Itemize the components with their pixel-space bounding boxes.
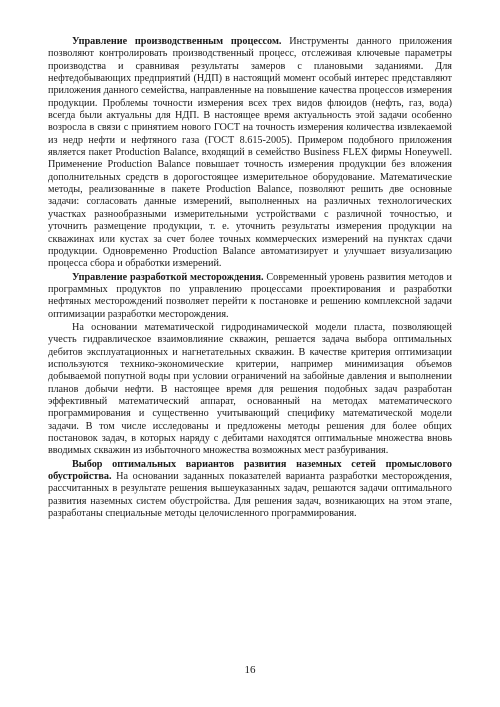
- paragraph-production-management: [48, 36, 452, 271]
- page-number: 16: [244, 664, 256, 676]
- paragraph-body: Современный уровень развития методов и программных продуктов по управлению процессами проектирования и разработки нефтяных месторождений позволяет перейти к постановке и решению комплексной задачи оптимизации разработки месторождения.: [48, 271, 452, 320]
- paragraph-surface-networks: [48, 459, 452, 521]
- paragraph-body: Инструменты данного приложения позволяют контролировать производственный процесс, отслеживая ключевые параметры производства и сравнивая результаты замеров с плановыми заданиями. Для нефтедобывающих предприятий (НДП) в настоящий момент особый интерес представляют приложения данного семейства, направленные на повышение качества процессов измерения продукции. Проблемы точности измерения всех трех видов флюидов (нефть, газ, вода) всегда были актуальны для НДП. В настоящее время актуальность этой задачи особенно возросла в связи с принятием нового ГОСТ на точность измерения количества извлекаемой из недр нефти и нефтяного газа (ГОСТ 8.615-2005). Примером подобного приложения является пакет Production Balance, входящий в семейство Business FLEX фирмы Honeywell. Применение Production Balance повышает точность измерения продукции без вложения дополнительных средств в дорогостоящее измерительное оборудование. Математические методы, реализованные в пакете Production Balance, позволяют решить две основные задачи: согласовать данные измерений, выполненных на различных технологических участках разнообразными измерительными устройствами с различной точностью, и уточнить размещение продукции, т. е. уточнить результаты измерения продукции на скважинах или кустах за счет более точных коммерческих измерений на пунктах сдачи продукции. Одновременно Production Balance автоматизирует и улучшает визуализацию процесса сбора и обработки измерений.: [48, 36, 453, 270]
- paragraph-body: На основании математической гидродинамической модели пласта, позволяющей учесть гидравлическое взаимовлияние скважин, решается задача выбора оптимальных дебитов эксплуатационных и нагнетательных скважин. В качестве критерия оптимизации используются технико-экономические критерии, например минимизация объемов добываемой попутной воды при условии ограничений на забойные давления и выполнении планов добычи нефти. В настоящее время для решения подобных задач разработан эффективный математический аппарат, основанный на методах математического программирования и существенно учитывающий специфику математической модели задачи. В том числе исследованы и предложены методы решения для более общих постановок задач, в которых наряду с дебитами находятся оптимальные множества вновь вводимых скважин из избыточного множества возможных мест разбуривания.: [48, 321, 452, 457]
- paragraph-heading: Выбор оптимальных вариантов развития наземных сетей промыслового обустройства.: [48, 458, 452, 483]
- paragraph-heading: Управление разработкой месторождения.: [72, 271, 264, 283]
- paragraph-heading: Управление производственным процессом.: [72, 36, 282, 47]
- paragraph-body: На основании заданных показателей варианта разработки месторождения, рассчитанных в результате решения вышеуказанных задач, решаются задачи оптимального развития наземных систем обустройства. Для решения задач, возникающих на этом этапе, разработаны специальные методы целочисленного программирования.: [48, 471, 452, 520]
- body-text: [48, 36, 452, 520]
- paragraph-hydrodynamic-model: [48, 322, 452, 458]
- paragraph-field-development: [48, 272, 452, 321]
